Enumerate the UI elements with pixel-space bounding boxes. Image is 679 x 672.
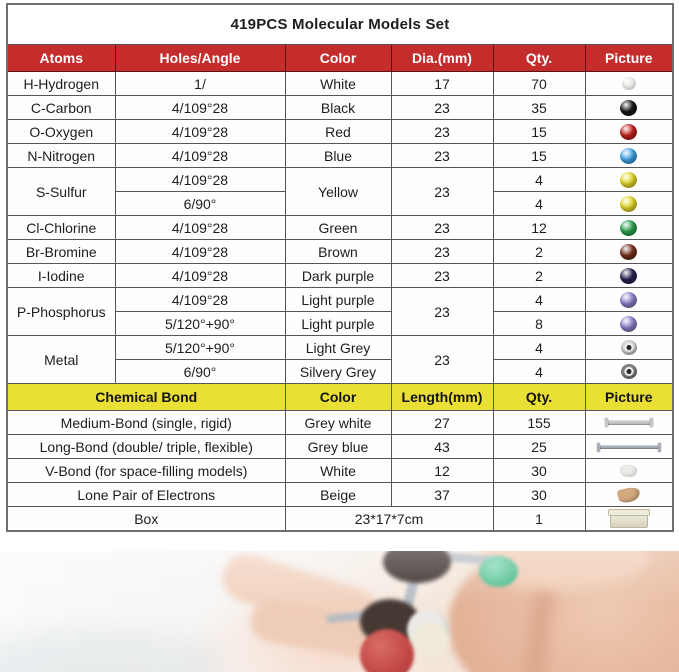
col-header-chemical-bond: Chemical Bond <box>7 384 285 411</box>
photo-model-cream-atom <box>412 623 449 658</box>
bromine-dia: 23 <box>391 240 493 264</box>
table-row-iodine <box>7 264 673 288</box>
iodine-name: I-Iodine <box>7 264 115 288</box>
lone-pair-teardrop-icon <box>616 485 641 504</box>
yellow-sphere-icon <box>620 196 637 212</box>
long-bond-color: Grey blue <box>285 435 391 459</box>
sulfur-qty-top: 4 <box>493 168 585 192</box>
carbon-qty: 35 <box>493 96 585 120</box>
bromine-qty: 2 <box>493 240 585 264</box>
phosphorus-qty-bottom: 8 <box>493 312 585 336</box>
metal-qty-bottom: 4 <box>493 360 585 384</box>
box-qty: 1 <box>493 507 585 532</box>
col-header-atoms: Atoms <box>7 45 115 72</box>
table-row-carbon <box>7 96 673 120</box>
nitrogen-holes: 4/109°28 <box>115 144 285 168</box>
box-name: Box <box>7 507 285 532</box>
col-header-bond-picture: Picture <box>585 384 673 411</box>
nitrogen-qty: 15 <box>493 144 585 168</box>
table-row-long-bond <box>7 435 673 459</box>
light-purple-sphere-icon <box>620 316 637 332</box>
table-row-sulfur-top <box>7 168 673 192</box>
lone-pair-name: Lone Pair of Electrons <box>7 483 285 507</box>
medium-bond-name: Medium-Bond (single, rigid) <box>7 411 285 435</box>
phosphorus-color-top: Light purple <box>285 288 391 312</box>
nitrogen-color: Blue <box>285 144 391 168</box>
red-sphere-icon <box>620 124 637 140</box>
col-header-length: Length(mm) <box>391 384 493 411</box>
photo-model-black-atom-top <box>383 551 451 583</box>
oxygen-holes: 4/109°28 <box>115 120 285 144</box>
silvery-grey-washer-icon <box>621 364 637 379</box>
metal-dia: 23 <box>391 336 493 384</box>
photo-model-bond-left <box>326 611 371 624</box>
table-row-hydrogen <box>7 72 673 96</box>
photo-knuckle-shadow <box>523 551 560 672</box>
col-header-bond-qty: Qty. <box>493 384 585 411</box>
chlorine-holes: 4/109°28 <box>115 216 285 240</box>
metal-name: Metal <box>7 336 115 384</box>
metal-color-top: Light Grey <box>285 336 391 360</box>
nitrogen-name: N-Nitrogen <box>7 144 115 168</box>
v-bond-qty: 30 <box>493 459 585 483</box>
nitrogen-dia: 23 <box>391 144 493 168</box>
iodine-dia: 23 <box>391 264 493 288</box>
photo-model-green-atom <box>479 556 518 587</box>
table-row-metal-top <box>7 336 673 360</box>
v-bond-length: 12 <box>391 459 493 483</box>
phosphorus-holes-bottom: 5/120°+90° <box>115 312 285 336</box>
col-header-qty: Qty. <box>493 45 585 72</box>
phosphorus-holes-top: 4/109°28 <box>115 288 285 312</box>
v-bond-color: White <box>285 459 391 483</box>
medium-bond-rod-icon <box>606 420 652 425</box>
iodine-color: Dark purple <box>285 264 391 288</box>
photo-palm-shape <box>185 576 465 672</box>
carbon-color: Black <box>285 96 391 120</box>
brown-sphere-icon <box>620 244 637 260</box>
col-header-holes-angle: Holes/Angle <box>115 45 285 72</box>
metal-holes-bottom: 6/90° <box>115 360 285 384</box>
light-purple-sphere-icon <box>620 292 637 308</box>
blue-sphere-icon <box>620 148 637 164</box>
phosphorus-name: P-Phosphorus <box>7 288 115 336</box>
sulfur-holes-top: 4/109°28 <box>115 168 285 192</box>
oxygen-name: O-Oxygen <box>7 120 115 144</box>
page-title: 419PCS Molecular Models Set <box>7 4 673 45</box>
medium-bond-color: Grey white <box>285 411 391 435</box>
col-header-color: Color <box>285 45 391 72</box>
col-header-picture: Picture <box>585 45 673 72</box>
lone-pair-qty: 30 <box>493 483 585 507</box>
photo-model-bond-right <box>432 551 504 565</box>
table-row-bromine <box>7 240 673 264</box>
oxygen-dia: 23 <box>391 120 493 144</box>
sulfur-dia: 23 <box>391 168 493 216</box>
photo-model-bond-down <box>400 567 422 618</box>
sulfur-qty-bottom: 4 <box>493 192 585 216</box>
iodine-qty: 2 <box>493 264 585 288</box>
table-row-lone-pair <box>7 483 673 507</box>
table-row-chlorine <box>7 216 673 240</box>
hydrogen-color: White <box>285 72 391 96</box>
yellow-sphere-icon <box>620 172 637 188</box>
green-sphere-icon <box>620 220 637 236</box>
white-sphere-icon <box>622 77 636 90</box>
photo-background-blur <box>0 627 230 672</box>
col-header-dia: Dia.(mm) <box>391 45 493 72</box>
box-size: 23*17*7cm <box>285 507 493 532</box>
storage-box-icon <box>610 513 648 528</box>
photo-thumb-shape <box>216 551 383 643</box>
phosphorus-color-bottom: Light purple <box>285 312 391 336</box>
table-row-nitrogen <box>7 144 673 168</box>
bromine-name: Br-Bromine <box>7 240 115 264</box>
photo-finger-shape <box>247 597 392 663</box>
carbon-dia: 23 <box>391 96 493 120</box>
photo-model-black-atom <box>360 599 420 645</box>
metal-qty-top: 4 <box>493 336 585 360</box>
spec-table <box>6 3 674 532</box>
table-row-box <box>7 507 673 532</box>
lone-pair-color: Beige <box>285 483 391 507</box>
sulfur-color: Yellow <box>285 168 391 216</box>
bromine-holes: 4/109°28 <box>115 240 285 264</box>
long-bond-length: 43 <box>391 435 493 459</box>
photo-model-white-atom <box>407 609 449 651</box>
v-bond-name: V-Bond (for space-filling models) <box>7 459 285 483</box>
chlorine-color: Green <box>285 216 391 240</box>
sulfur-holes-bottom: 6/90° <box>115 192 285 216</box>
table-row-phosphorus-top <box>7 288 673 312</box>
table-row-medium-bond <box>7 411 673 435</box>
long-bond-rod-icon <box>598 445 660 449</box>
hydrogen-holes: 1/ <box>115 72 285 96</box>
table-row-v-bond <box>7 459 673 483</box>
lone-pair-length: 37 <box>391 483 493 507</box>
oxygen-color: Red <box>285 120 391 144</box>
photo-fingertip-shape <box>479 551 649 591</box>
phosphorus-qty-top: 4 <box>493 288 585 312</box>
bonds-header-row <box>7 384 673 411</box>
hydrogen-name: H-Hydrogen <box>7 72 115 96</box>
atoms-header-row <box>7 45 673 72</box>
sulfur-name: S-Sulfur <box>7 168 115 216</box>
medium-bond-qty: 155 <box>493 411 585 435</box>
bromine-color: Brown <box>285 240 391 264</box>
long-bond-qty: 25 <box>493 435 585 459</box>
metal-holes-top: 5/120°+90° <box>115 336 285 360</box>
chlorine-dia: 23 <box>391 216 493 240</box>
photo-right-hand-shape <box>449 551 679 672</box>
long-bond-name: Long-Bond (double/ triple, flexible) <box>7 435 285 459</box>
medium-bond-length: 27 <box>391 411 493 435</box>
chlorine-name: Cl-Chlorine <box>7 216 115 240</box>
black-sphere-icon <box>620 100 637 116</box>
v-bond-blob-icon <box>620 465 637 477</box>
carbon-name: C-Carbon <box>7 96 115 120</box>
photo-model-red-atom <box>360 629 414 672</box>
hydrogen-qty: 70 <box>493 72 585 96</box>
chlorine-qty: 12 <box>493 216 585 240</box>
product-photo <box>0 551 679 672</box>
dark-purple-sphere-icon <box>620 268 637 284</box>
iodine-holes: 4/109°28 <box>115 264 285 288</box>
col-header-bond-color: Color <box>285 384 391 411</box>
phosphorus-dia: 23 <box>391 288 493 336</box>
metal-color-bottom: Silvery Grey <box>285 360 391 384</box>
oxygen-qty: 15 <box>493 120 585 144</box>
table-row-oxygen <box>7 120 673 144</box>
light-grey-washer-icon <box>621 340 637 355</box>
hydrogen-dia: 17 <box>391 72 493 96</box>
carbon-holes: 4/109°28 <box>115 96 285 120</box>
